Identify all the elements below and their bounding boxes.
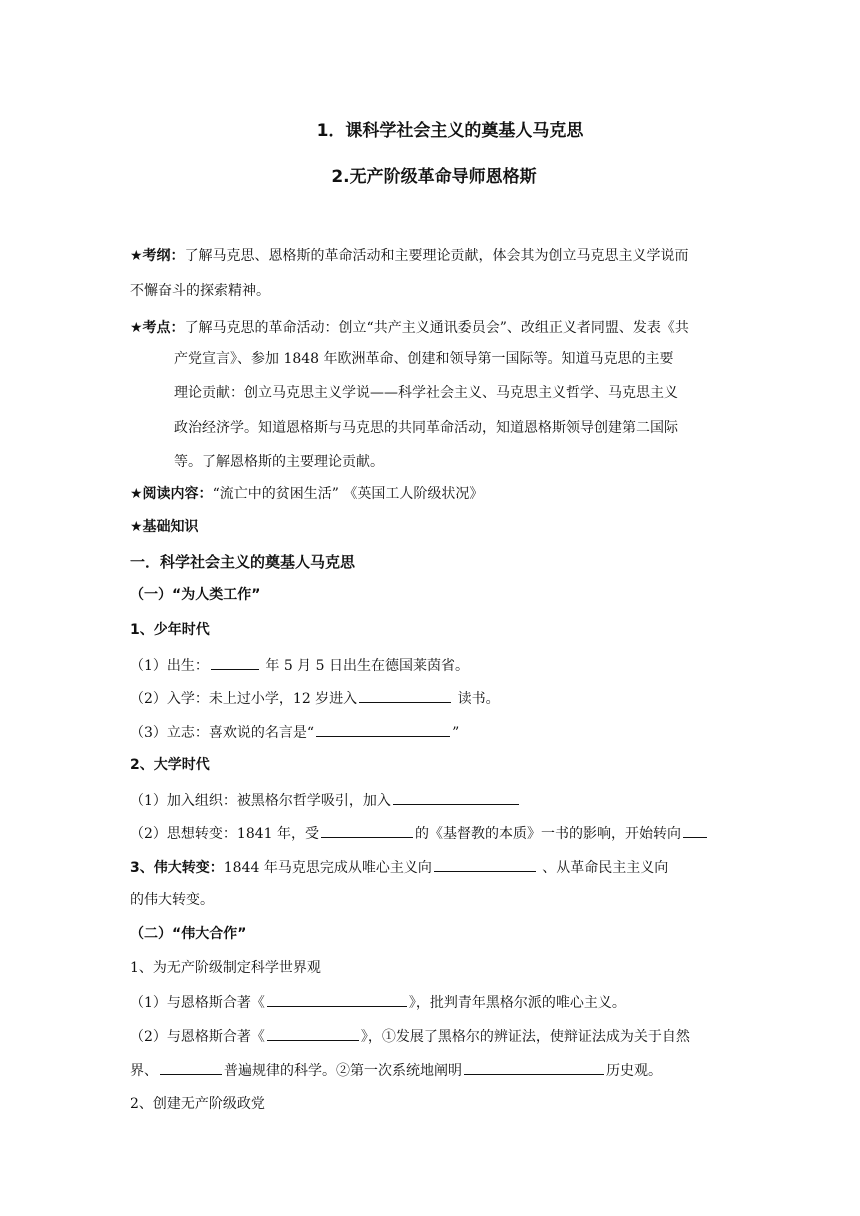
kaogang-text-1: 了解马克思、恩格斯的革命活动和主要理论贡献，体会其为创立马克思主义学说而 [184,248,689,264]
title-lesson-2: 2.无产阶级革命导师恩格斯 [331,167,537,187]
zhengdang-heading: 2、创建无产阶级政党 [130,1096,265,1112]
coauthor-line-2: （2）与恩格斯合著《 》，①发展了黑格尔的辨证法，使辩证法成为关于自然 [130,1026,730,1047]
kaodian-label: ★考点： [130,320,185,336]
kaodian-line-3: 理论贡献：创立马克思主义学说——科学社会主义、马克思主义哲学、马克思主义 [174,385,678,401]
shaonian-heading: 1、少年时代 [130,622,210,638]
school-blank[interactable] [359,688,451,703]
school-line: （2）入学：未上过小学，12 岁进入 读书。 [130,688,730,709]
kaogang-line-2: 不懈奋斗的探索精神。 [130,283,270,299]
great-change-line-2: 的伟大转变。 [130,892,214,908]
kaodian-line-4: 政治经济学。知道恩格斯与马克思的共同革命活动，知道恩格斯领导创建第二国际 [174,420,678,436]
thought-change-line: （2）思想转变：1841 年，受 的《基督教的本质》一书的影响，开始转向 [130,823,730,844]
turn-to-blank[interactable] [683,823,707,838]
author-blank[interactable] [321,823,413,838]
kaodian-line-5: 等。了解恩格斯的主要理论贡献。 [174,454,384,470]
subsection-2-heading: （二）“伟大合作” [130,926,247,942]
kaodian-text-1: 了解马克思的革命活动：创立“共产主义通讯委员会”、改组正义者同盟、发表《共 [184,320,689,336]
history-view-blank[interactable] [464,1060,604,1075]
yuedu-text: “流亡中的贫困生活” 《英国工人阶级状况》 [212,486,484,502]
jichu-heading: ★基础知识 [130,519,199,535]
section-1-heading: 一．科学社会主义的奠基人马克思 [130,553,356,571]
birth-line: （1）出生： 年 5 月 5 日出生在德国莱茵省。 [130,655,730,676]
birth-year-blank[interactable] [211,655,259,670]
materialism-blank[interactable] [434,857,536,872]
title-lesson-1: 1．课科学社会主义的奠基人马克思 [316,121,584,141]
book-2-blank[interactable] [267,1026,359,1041]
subsection-1-heading: （一）“为人类工作” [130,587,261,603]
yuedu-line [130,484,730,504]
great-change-line: 3、伟大转变：1844 年马克思完成从唯心主义向 、从革命民主主义向 [130,857,730,878]
kaodian-line-2: 产党宣言》、参加 1848 年欧洲革命、创建和领导第一国际等。知道马克思的主要 [174,351,674,367]
yuedu-label: ★阅读内容： [130,486,213,502]
society-blank[interactable] [160,1060,222,1075]
motto-line: （3）立志：喜欢说的名言是“ ” [130,722,730,743]
hezuo-heading: 1、为无产阶级制定科学世界观 [130,960,321,976]
great-change-label: 3、伟大转变： [130,860,224,876]
organization-line: （1）加入组织：被黑格尔哲学吸引，加入 [130,790,730,811]
kaodian-line-1 [130,318,730,338]
coauthor-line-1: （1）与恩格斯合著《 》，批判青年黑格尔派的唯心主义。 [130,992,730,1013]
dialectics-line: 界、 普遍规律的科学。②第一次系统地阐明 历史观。 [130,1060,730,1081]
organization-blank[interactable] [393,790,519,805]
kaogang-line-1 [130,246,730,266]
book-1-blank[interactable] [267,992,407,1007]
motto-blank[interactable] [316,722,450,737]
daxue-heading: 2、大学时代 [130,757,210,773]
kaogang-label: ★考纲： [130,248,185,264]
